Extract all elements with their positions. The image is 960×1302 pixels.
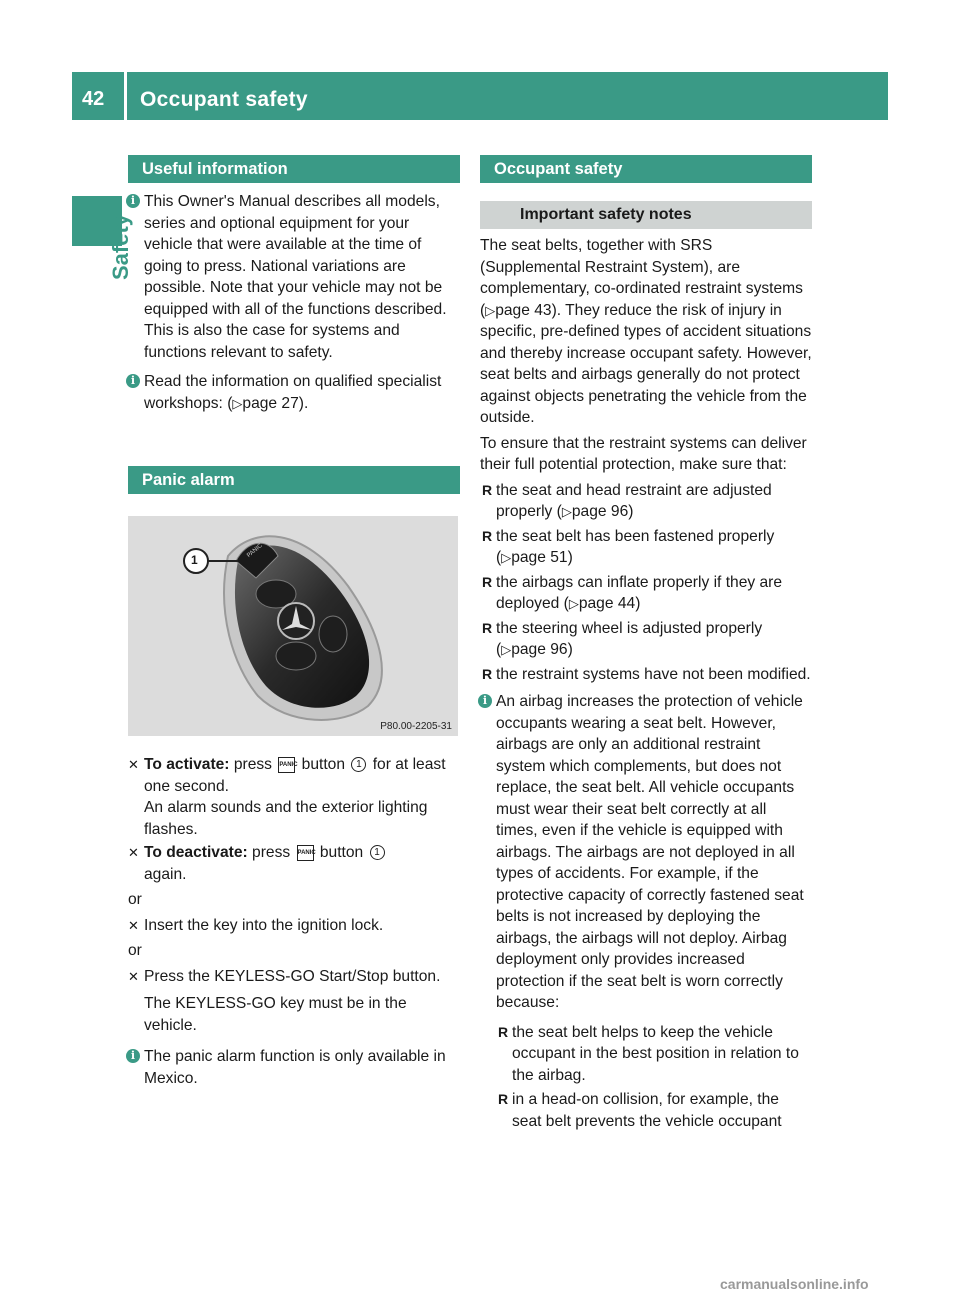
- watermark: carmanualsonline.info: [720, 1276, 869, 1292]
- useful-info-heading: Useful information: [128, 155, 460, 183]
- info-text: Read the information on qualified specialist workshops: (: [144, 373, 442, 412]
- activate-step: ✕ To activate: press PANIC button 1 for at least one second. An alarm sounds and the exterior lighting flashes.: [128, 756, 446, 838]
- info-icon: i: [478, 694, 492, 708]
- page-ref-link[interactable]: page 96: [571, 503, 629, 520]
- checklist: [480, 480, 812, 686]
- right-column: [480, 155, 812, 1135]
- step-arrow-icon: ✕: [128, 968, 139, 984]
- keyless-note: The KEYLESS-GO key must be in the vehicle.: [144, 995, 407, 1034]
- page-ref-arrow-icon: ▷: [232, 395, 243, 411]
- info-text: An airbag increases the protection of vehicle occupants wearing a seat belt. However, airbags are only an additional restraint system which complements, but does not replace, the seat belt. All vehicle occupants must wear their seat belt correctly at all times, even if the vehicle is equipped with airbags. The airbags are not deployed in all types of accidents. For example, if the protective capacity of correctly fastened seat belts is not increased by deploying the airbags, the airbags will not deploy. Airbag deployment only provides increased protection if the seat belt is worn correctly because:: [496, 693, 804, 1011]
- left-column: [128, 155, 460, 1097]
- info-text: The panic alarm function is only available in Mexico.: [144, 1048, 446, 1087]
- keyless-step: ✕ Press the KEYLESS-GO Start/Stop button.: [128, 966, 460, 988]
- bullet-icon: R: [498, 1091, 509, 1107]
- checklist-item: R the seat and head restraint are adjusted properly (▷page 96): [482, 481, 772, 520]
- panic-button-label: PANIC: [246, 542, 264, 560]
- info-note: i Read the information on qualified specialist workshops: (▷page 27).: [128, 371, 460, 414]
- page-ref-arrow-icon: ▷: [568, 596, 579, 611]
- info-note: [128, 191, 460, 363]
- bullet-icon: R: [482, 665, 493, 682]
- panic-alarm-heading: Panic alarm: [128, 466, 460, 494]
- callout-1-icon: 1: [351, 757, 366, 772]
- bullet-icon: R: [498, 1023, 509, 1040]
- checklist-item: R the restraint systems have not been modified.: [480, 664, 812, 686]
- page-ref-link[interactable]: page 27: [242, 394, 299, 412]
- info-icon: i: [126, 374, 140, 388]
- reason-list: [480, 1022, 812, 1133]
- page-ref-arrow-icon: ▷: [501, 550, 512, 565]
- checklist-item: R the airbags can inflate properly if they are deployed (▷page 44): [482, 573, 783, 612]
- panic-button-icon: PANIC: [297, 845, 314, 861]
- key-figure: [128, 516, 458, 736]
- occupant-safety-heading: Occupant safety: [480, 155, 812, 183]
- step-arrow-icon: ✕: [128, 917, 139, 933]
- intro-paragraph: The seat belts, together with SRS (Supplemental Restraint System), are complementary, co-ordinated restraint systems (▷page 43). They reduce the risk of injury in specific, pre-defined types of accident situations and thereby increase occupant safety. However, seat belts and airbags generally do not protect against objects penetrating the vehicle from the outside.: [480, 237, 812, 426]
- figure-callout-number: 1: [191, 553, 198, 567]
- section-tab-label: Safety: [108, 213, 133, 280]
- page-ref-link[interactable]: page 96: [511, 641, 568, 658]
- or-text: or: [128, 891, 142, 908]
- panic-button-icon: PANIC: [278, 757, 295, 773]
- step-arrow-icon: ✕: [128, 845, 139, 860]
- info-note: [128, 1046, 460, 1089]
- deactivate-step: ✕ To deactivate: press PANIC button 1 again.: [128, 842, 460, 885]
- page-number: 42: [82, 88, 105, 110]
- page-title: Occupant safety: [140, 88, 308, 111]
- important-safety-notes-heading: Important safety notes: [480, 201, 812, 229]
- bullet-icon: R: [482, 481, 493, 498]
- step-arrow-icon: ✕: [128, 757, 139, 772]
- header-divider: [124, 72, 127, 120]
- ensure-paragraph: To ensure that the restraint systems can deliver their full potential protection, make sure that:: [480, 434, 807, 473]
- page-ref-arrow-icon: ▷: [501, 642, 512, 657]
- checklist-item: R the seat belt has been fastened properly (▷page 51): [482, 527, 775, 566]
- info-icon: i: [126, 1049, 140, 1063]
- ignition-step: ✕ Insert the key into the ignition lock.: [128, 915, 460, 937]
- bullet-icon: R: [482, 619, 493, 636]
- info-text: This Owner's Manual describes all models, series and optional equipment for your vehicle that were available at the time of going to press. National variations are possible. Note that your vehicle may not be equipped with all of the functions described. This is also the case for systems and functions relevant to safety.: [144, 193, 447, 361]
- callout-1-icon: 1: [370, 845, 385, 860]
- page-ref-arrow-icon: ▷: [561, 504, 572, 519]
- figure-label: P80.00-2205-31: [380, 721, 452, 732]
- page-ref-link[interactable]: page 44: [578, 595, 636, 612]
- or-text: or: [128, 942, 142, 959]
- page-ref-arrow-icon: ▷: [485, 302, 496, 318]
- reason-item: R in a head-on collision, for example, the seat belt prevents the vehicle occupant: [498, 1091, 782, 1130]
- smart-key-illustration: [128, 516, 458, 736]
- checklist-item: R the steering wheel is adjusted properly (▷page 96): [482, 619, 763, 658]
- page-ref-link[interactable]: page 51: [511, 549, 568, 566]
- page-ref-link[interactable]: page 43: [495, 301, 552, 319]
- bullet-icon: R: [482, 573, 493, 590]
- info-icon: i: [126, 194, 140, 208]
- info-note: [480, 691, 812, 1014]
- bullet-icon: R: [482, 527, 493, 544]
- reason-item: R the seat belt helps to keep the vehicle occupant in the best position in relation to the airbag.: [498, 1023, 799, 1084]
